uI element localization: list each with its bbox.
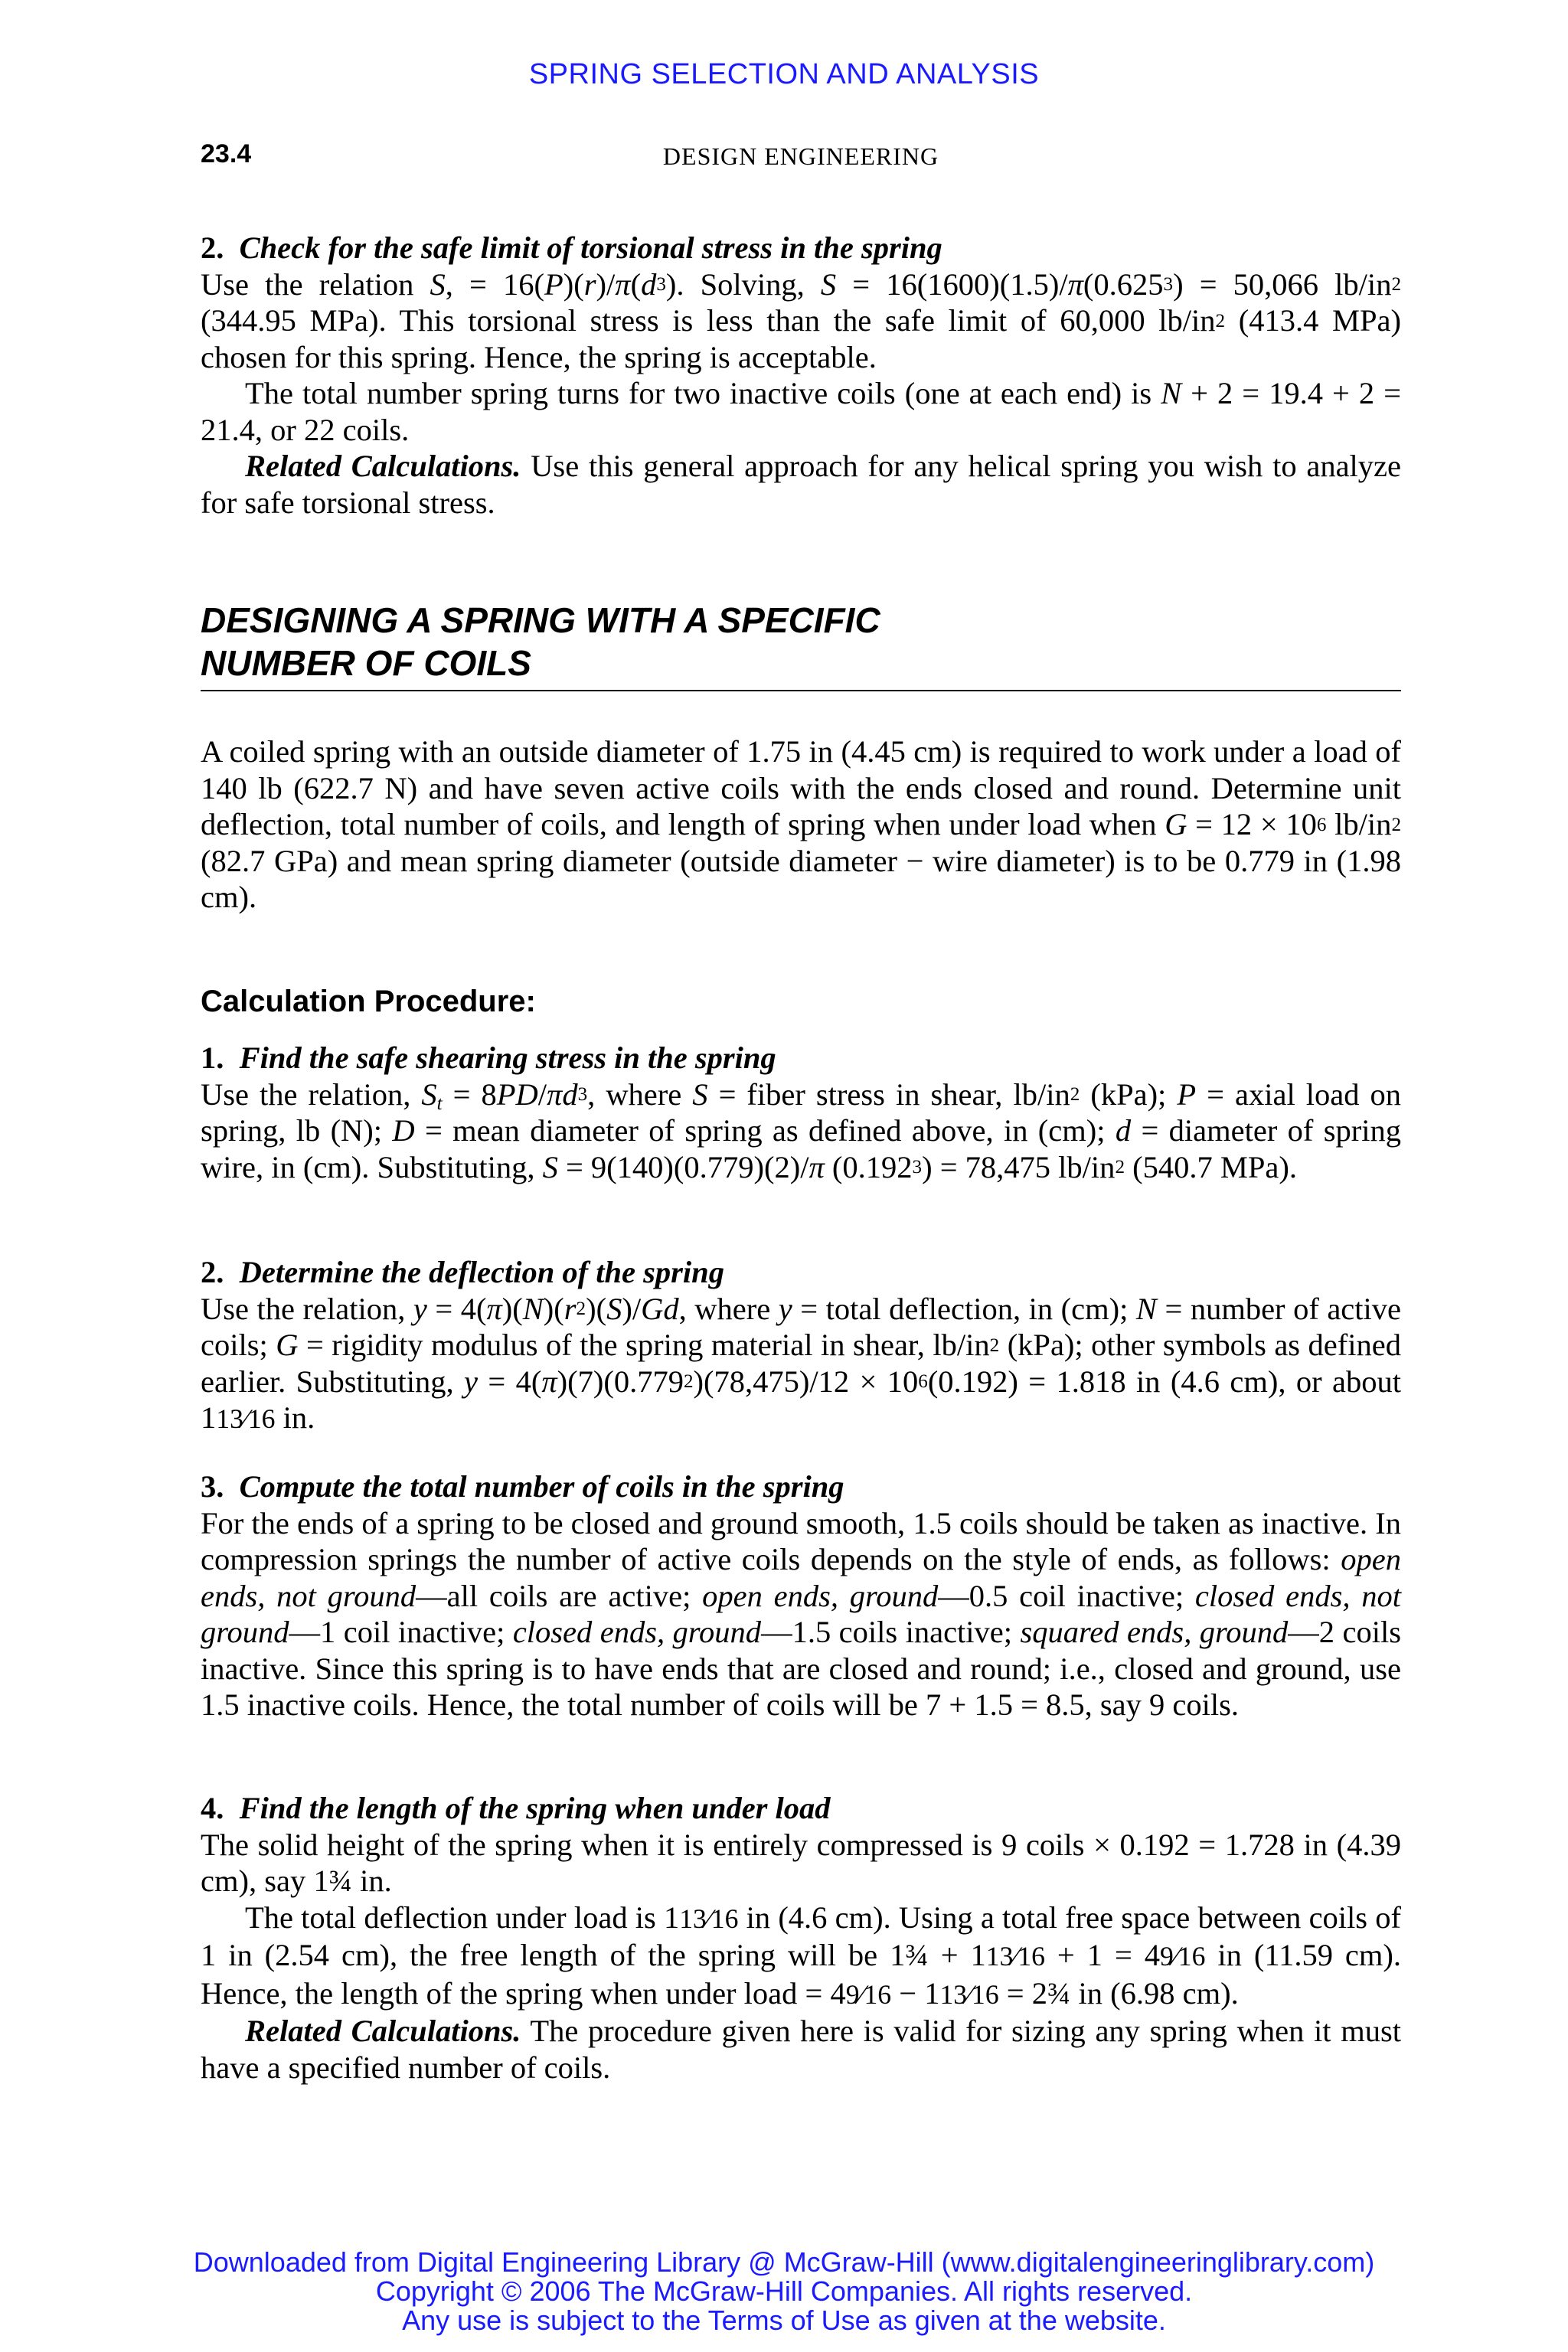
problem-statement <box>201 733 1401 916</box>
paragraph: Use the relation S, = $16(P)(r)/\pi(d^3)$. Solving, $S = 16(1600)(1.5)/\pi(0.625^3) = 50,066$ $lb/in^2$ (344.95 MPa). This torsional stress is less than the safe limit of 60,000 $lb/in^2$ (413.4 MPa) chosen for this spring. Hence, the spring is acceptable. <box>201 266 1402 374</box>
step-1 <box>201 1040 1401 1185</box>
page-header <box>201 139 1401 178</box>
page-number: 23.4 <box>201 139 252 168</box>
paragraph: Use the relation, $y = 4(\pi)(N)(r^2)(S)/Gd$, where y = total deflection, in (cm); N = number of active coils; G = rigidity modulus of the spring material in shear, $lb/in^2$ (kPa); other symbols as defined earlier. Substituting, $y = 4(\pi)(7)(0.779^2)(78,475)/12 \times 10^6(0.192) = 1.818$ in (4.6 cm), or about 113⁄16 in. <box>201 1291 1402 1435</box>
paragraph: Use the relation, $S_t = 8PD/\pi d^3$, where S = fiber stress in shear, $lb/in^2$ (kPa); P = axial load on spring, lb (N); D = mean diameter of spring as defined above, in (cm); d = diameter of spring wire, in (cm). Substituting, S = 9(140)(0.779)(2)/π $(0.192^3) = 78,475$ $lb/in^2$ (540.7 MPa). <box>201 1076 1401 1184</box>
section-title: DESIGNING A SPRING WITH A SPECIFIC NUMBER OF COILS <box>201 600 880 683</box>
step-heading: 2. Check for the safe limit of torsional stress in the spring <box>201 230 942 265</box>
book-banner: SPRING SELECTION AND ANALYSIS <box>528 58 1040 90</box>
footer-copyright: Copyright © 2006 The McGraw-Hill Companies. All rights reserved. <box>375 2275 1193 2307</box>
step-4 <box>201 1790 1401 2086</box>
footer <box>0 2248 1568 2335</box>
step-heading: 4. Find the length of the spring when under load <box>201 1791 831 1825</box>
paragraph: A coiled spring with an outside diameter of 1.75 in (4.45 cm) is required to work under a load of 140 lb (622.7 N) and have seven active coils with the ends closed and round. Determine unit deflection, total number of coils, and length of spring when under load when $G = 12 \times 10^6$ $lb/in^2$ (82.7 GPa) and mean spring diameter (outside diameter − wire diameter) is to be 0.779 in (1.98 cm). <box>201 734 1401 914</box>
related-calculations: Related Calculations. The procedure given here is valid for sizing any spring when it must have a specified number of coils. <box>201 2014 1401 2085</box>
step-heading: 1. Find the safe shearing stress in the spring <box>201 1040 776 1075</box>
related-calculations: Related Calculations. Use this general approach for any helical spring you wish to analyze for safe torsional stress. <box>201 449 1401 520</box>
step-3 <box>201 1468 1401 1723</box>
paragraph: The total deflection under load is 113⁄16 in (4.6 cm). Using a total free space between coils of 1 in (2.54 cm), the free length of the spring will be 1¾ + 113⁄16 + 1 = 49⁄16 in (11.59 cm). Hence, the length of the spring when under load = 49⁄16 − 113⁄16 = 2¾ in (6.98 cm). <box>201 1900 1402 2011</box>
paragraph: The solid height of the spring when it is entirely compressed is 9 coils × 0.192 = 1.728 in (4.39 cm), say 1¾ in. <box>201 1827 1401 1898</box>
step-heading: 2. Determine the deflection of the spring <box>201 1255 724 1289</box>
title-rule <box>201 690 1401 691</box>
footer-download-link[interactable]: Downloaded from Digital Engineering Library @ McGraw-Hill (www.digitalengineeringlibrary.com) <box>193 2246 1375 2278</box>
footer-terms[interactable]: Any use is subject to the Terms of Use as given at the website. <box>402 2305 1166 2336</box>
running-head: DESIGN ENGINEERING <box>662 142 939 170</box>
step-2 <box>201 1254 1401 1438</box>
paragraph: The total number spring turns for two inactive coils (one at each end) is N + 2 = 19.4 + 2 = 21.4, or 22 coils. <box>201 376 1401 447</box>
prev-section-continuation <box>201 230 1401 521</box>
paragraph: For the ends of a spring to be closed and ground smooth, 1.5 coils should be taken as inactive. In compression springs the number of active coils depends on the style of ends, as follows: open ends, not ground—all coils are active; open ends, ground—0.5 coil inactive; closed ends, not ground—1 coil inactive; closed ends, ground—1.5 coils inactive; squared ends, ground—2 coils inactive. Since this spring is to have ends that are closed and round; i.e., closed and ground, use 1.5 inactive coils. Hence, the total number of coils will be 7 + 1.5 = 8.5, say 9 coils. <box>201 1505 1401 1722</box>
step-heading: 3. Compute the total number of coils in the spring <box>201 1469 844 1504</box>
calculation-procedure-heading: Calculation Procedure: <box>201 985 536 1018</box>
